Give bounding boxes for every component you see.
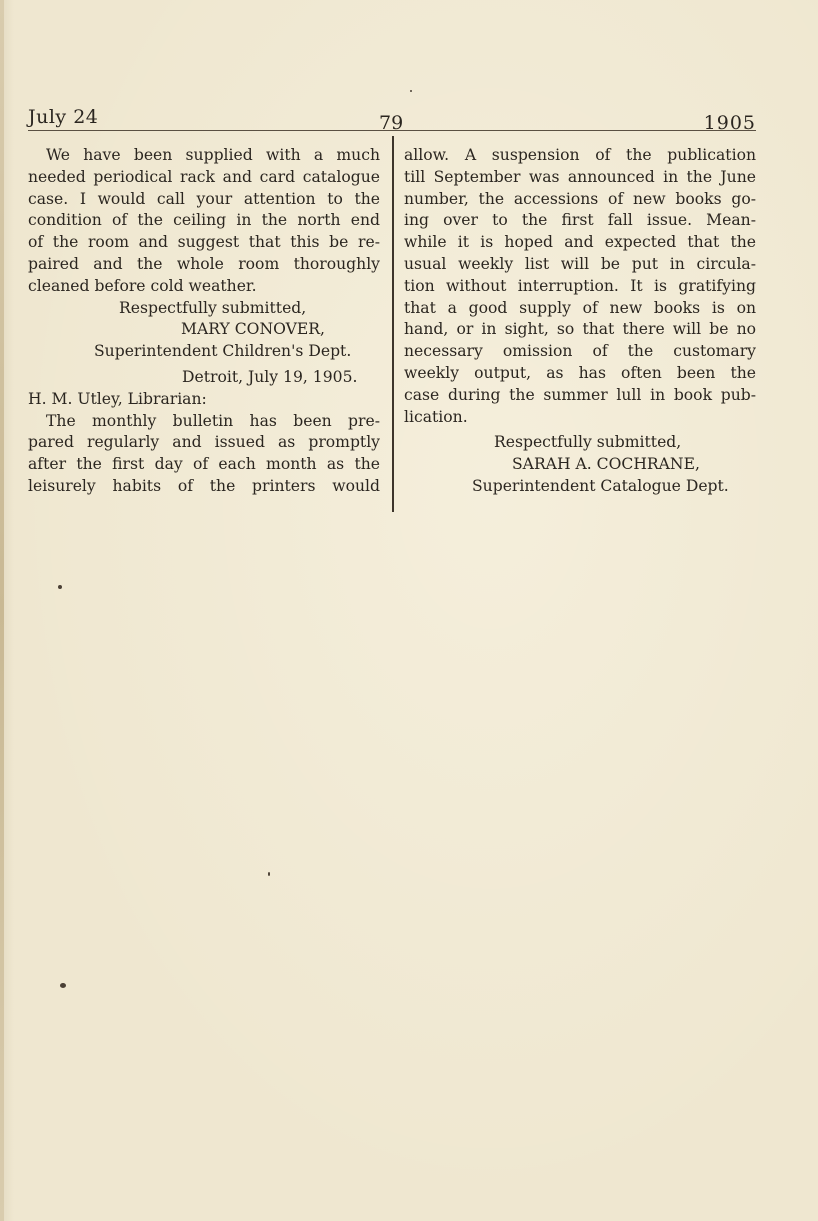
text-line: till September was announced in the June — [404, 167, 756, 186]
text-line: case. I would call your attention to the — [28, 189, 380, 208]
dateline: Detroit, July 19, 1905. — [182, 367, 358, 386]
paper-speck — [268, 872, 270, 876]
text-line: cleaned before cold weather. — [28, 276, 257, 295]
paper-speck — [410, 90, 412, 92]
text-line: that a good supply of new books is on — [404, 298, 756, 317]
text-line: of the room and suggest that this be re- — [28, 233, 380, 252]
text-line: ing over to the first fall issue. Mean- — [404, 211, 756, 230]
page-header — [28, 106, 758, 132]
text-line: usual weekly list will be put in circula- — [404, 254, 756, 273]
text-line: number, the accessions of new books go- — [404, 189, 756, 208]
text-line: paired and the whole room thoroughly — [28, 254, 380, 273]
text-line: condition of the ceiling in the north end — [28, 211, 380, 230]
text-line: pared regularly and issued as promptly — [28, 433, 380, 452]
text-line: needed periodical rack and card catalogue — [28, 167, 380, 186]
text-line: The monthly bulletin has been pre- — [46, 411, 380, 430]
text-line: hand, or in sight, so that there will be no — [404, 320, 756, 339]
text-line: allow. A suspension of the publication — [404, 146, 756, 164]
text-line: necessary omission of the customary — [404, 342, 756, 361]
closing: Respectfully submitted, — [119, 298, 307, 317]
header-year: 1905 — [703, 112, 756, 134]
header-date: July 24 — [28, 106, 99, 128]
paper-speck — [58, 585, 62, 589]
column-divider — [392, 136, 394, 512]
right-column — [404, 145, 756, 498]
signer-title: Superintendent Children's Dept. — [94, 342, 352, 361]
page-edge — [0, 0, 4, 1221]
signer-title: Superintendent Catalogue Dept. — [472, 476, 729, 495]
text-line: weekly output, as has often been the — [404, 363, 756, 382]
text-line: while it is hoped and expected that the — [404, 233, 756, 252]
text-line: lication. — [404, 407, 468, 426]
signer-name: SARAH A. COCHRANE, — [512, 455, 700, 474]
signer-name: MARY CONOVER, — [181, 320, 325, 339]
text-line: leisurely habits of the printers would — [28, 476, 380, 495]
paper-speck — [60, 983, 66, 988]
header-rule — [28, 130, 756, 131]
text-line: tion without interruption. It is gratifying — [404, 276, 756, 295]
text-line: case during the summer lull in book pub- — [404, 385, 756, 404]
text-line: We have been supplied with a much — [46, 146, 380, 164]
closing: Respectfully submitted, — [494, 433, 682, 452]
left-column — [28, 145, 380, 498]
text-line: after the first day of each month as the — [28, 455, 380, 474]
addressee: H. M. Utley, Librarian: — [28, 389, 207, 408]
page-number: 79 — [379, 112, 404, 134]
